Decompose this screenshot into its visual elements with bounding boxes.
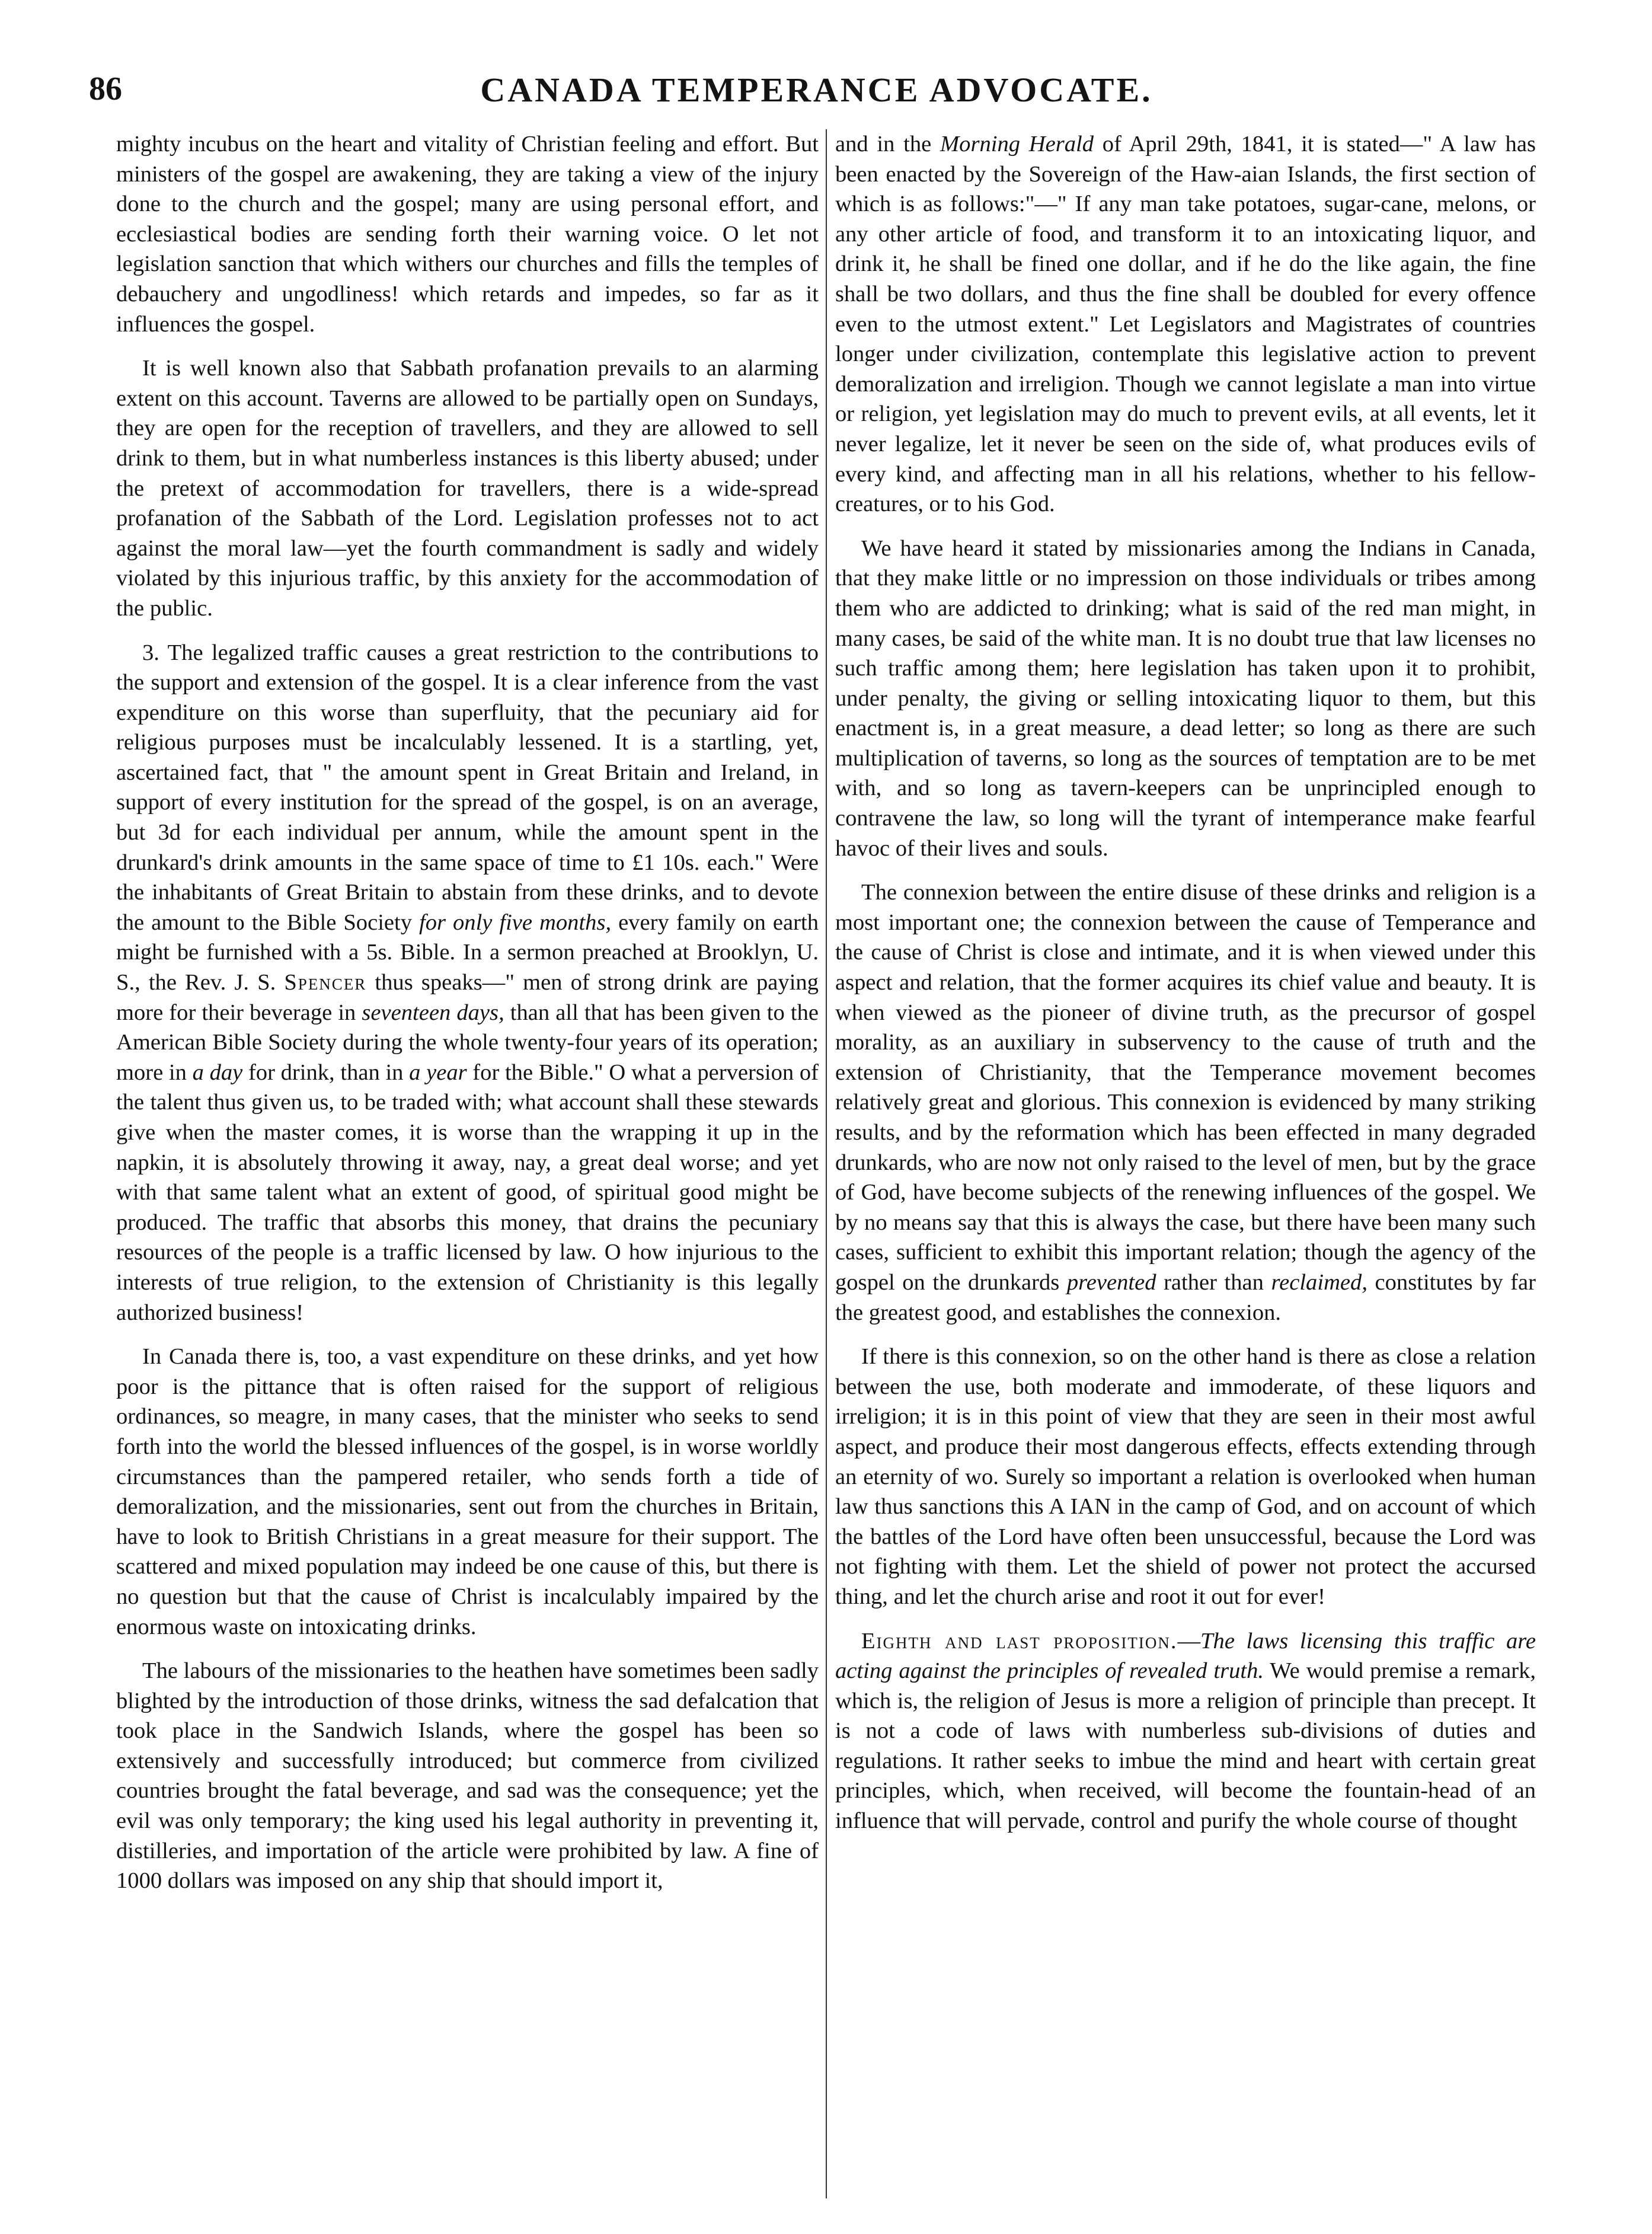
column-divider	[826, 129, 827, 2198]
right-paragraph-1: and in the Morning Herald of April 29th, 1841, it is stated—" A law has been enacted by the Sovereign of the Haw-aian Islands, the first section of which is as follows:"—" If any man take potatoes, sugar-cane, melons, or any other article of food, and transform it to an intoxicating liquor, and drink it, he shall be fined one dollar, and if he do the like again, the fine shall be two dollars, and thus the fine shall be doubled for every offence even to the utmost extent." Let Legislators and Magistrates of countries longer under civilization, contemplate this legislative action to prevent demoralization and irreligion. Though we cannot legislate a man into virtue or religion, yet legislation may do much to prevent evils, at all events, let it never legalize, let it never be seen on the side of, what produces evils of every kind, and affecting man in all his relations, whether to his fellow-creatures, or to his God.	[835, 132, 1536, 517]
running-title: CANADA TEMPERANCE ADVOCATE.	[480, 71, 1153, 109]
right-paragraph-2: We have heard it stated by missionaries among the Indians in Canada, that they make little or no impression on those individuals or tribes among them who are addicted to drinking; what is said of the red man might, in many cases, be said of the white man. It is no doubt true that law licenses no such traffic among them; here legislation has taken upon it to prohibit, under penalty, the giving or selling intoxicating liquor to them, but this enactment is, in a great measure, a dead letter; so long as there are such multiplication of taverns, so long as the sources of temptation are to be met with, and so long as tavern-keepers can be unprincipled enough to contravene the law, so long will the tyrant of intemperance make fearful havoc of their lives and souls.	[835, 535, 1536, 861]
left-paragraph-1: mighty incubus on the heart and vitality of Christian feeling and effort. But ministers of the gospel are awakening, they are taking a view of the injury done to the church and the gospel; many are using personal effort, and ecclesiastical bodies are sending forth their warning voice. O let not legislation sanction that which withers our churches and fills the temples of debauchery and ungodliness! which retards and impedes, so far as it influences the gospel.	[116, 132, 819, 337]
right-paragraph-4: If there is this connexion, so on the other hand is there as close a relation between the use, both moderate and immoderate, of these liquors and irreligion; it is in this point of view that they are seen in their most awful aspect, and produce their most dangerous effects, effects extending through an eternity of wo. Surely so important a relation is overlooked when human law thus sanctions this A IAN in the camp of God, and on account of which the battles of the Lord have often been unsuccessful, because the Lord was not fighting with them. Let the shield of power not protect the accursed thing, and let the church arise and root it out for ever!	[835, 1344, 1536, 1609]
left-paragraph-5: The labours of the missionaries to the heathen have sometimes been sadly blighted by the introduction of those drinks, witness the sad defalcation that took place in the Sandwich Islands, where the gospel has been so extensively and successfully introduced; but commerce from civilized countries brought the fatal beverage, and sad was the consequence; yet the evil was only temporary; the king used his legal authority in preventing it, distilleries, and importation of the article were prohibited by law. A fine of 1000 dollars was imposed on any ship that should import it,	[116, 1658, 819, 1894]
right-column	[835, 129, 1536, 2204]
left-paragraph-2: It is well known also that Sabbath profanation prevails to an alarming extent on this account. Taverns are allowed to be partially open on Sundays, they are open for the reception of travellers, and they are allowed to sell drink to them, but in what numberless instances is this liberty abused; under the pretext of accommodation for travellers, there is a wide-spread profanation of the Sabbath of the Lord. Legislation professes not to act against the moral law—yet the fourth commandment is sadly and widely violated by this injurious traffic, by this anxiety for the accommodation of the public.	[116, 356, 819, 621]
left-column	[116, 129, 819, 2204]
left-paragraph-4: In Canada there is, too, a vast expenditure on these drinks, and yet how poor is the pittance that is often raised for the support of religious ordinances, so meagre, in many cases, that the minister who seeks to send forth into the world the blessed influences of the gospel, is in worse worldly circumstances than the pampered retailer, who sends forth a tide of demoralization, and the missionaries, sent out from the churches in Britain, have to look to British Christians in a great measure for their support. The scattered and mixed population may indeed be one cause of this, but there is no question but that the cause of Christ is incalculably impaired by the enormous waste on intoxicating drinks.	[116, 1344, 819, 1639]
page-header	[89, 70, 1544, 117]
right-paragraph-3: The connexion between the entire disuse of these drinks and religion is a most important one; the connexion between the cause of Temperance and the cause of Christ is close and intimate, and it is when viewed under this aspect and relation, that the former acquires its chief value and beauty. It is when viewed as the pioneer of divine truth, as the precursor of gospel morality, as an auxiliary in subservency to the cause of truth and the extension of Christianity, that the Temperance movement becomes relatively great and glorious. This connexion is evidenced by many striking results, and by the reformation which has been effected in many degraded drunkards, who are now not only raised to the level of men, but by the grace of God, have become subjects of the renewing influences of the gospel. We by no means say that this is always the case, but there have been many such cases, sufficient to exhibit this important relation; though the agency of the gospel on the drunkards prevented rather than reclaimed, constitutes by far the greatest good, and establishes the connexion.	[835, 880, 1536, 1325]
right-paragraph-5: Eighth and last proposition.—The laws licensing this traffic are acting against the principles of revealed truth. We would premise a remark, which is, the religion of Jesus is more a religion of principle than precept. It is not a code of laws with numberless sub-divisions of duties and regulations. It rather seeks to imbue the mind and heart with certain great principles, which, when received, will become the fountain-head of an influence that will pervade, control and purify the whole course of thought	[835, 1628, 1536, 1834]
proposition-text: The laws licensing this traffic are acting against the principles of revealed truth.	[835, 1628, 1536, 1684]
page-number: 86	[89, 71, 122, 107]
section-heading: Eighth and last proposition.	[861, 1628, 1178, 1654]
left-paragraph-3: 3. The legalized traffic causes a great restriction to the contributions to the support and extension of the gospel. It is a clear inference from the vast expenditure on this worse than superfluity, that the pecuniary aid for religious purposes must be incalculably lessened. It is a startling, yet, ascertained fact, that " the amount spent in Great Britain and Ireland, in support of every institution for the spread of the gospel, is on an average, but 3d for each individual per annum, while the amount spent in the drunkard's drink amounts in the same space of time to £1 10s. each." Were the inhabitants of Great Britain to abstain from these drinks, and to devote the amount to the Bible Society for only five months, every family on earth might be furnished with a 5s. Bible. In a sermon preached at Brooklyn, U. S., the Rev. J. S. Spencer thus speaks—" men of strong drink are paying more for their beverage in seventeen days, than all that has been given to the American Bible Society during the whole twenty-four years of its operation; more in a day for drink, than in a year for the Bible." O what a perversion of the talent thus given us, to be traded with; what account shall these stewards give when the master comes, it is worse than the wrapping it up in the napkin, it is absolutely throwing it away, nay, a great deal worse; and yet with that same talent what an extent of good, of spiritual good might be produced. The traffic that absorbs this money, that drains the pecuniary resources of the people is a traffic licensed by law. O how injurious to the interests of true religion, to the extension of Christianity is this legally authorized business!	[116, 640, 819, 1325]
